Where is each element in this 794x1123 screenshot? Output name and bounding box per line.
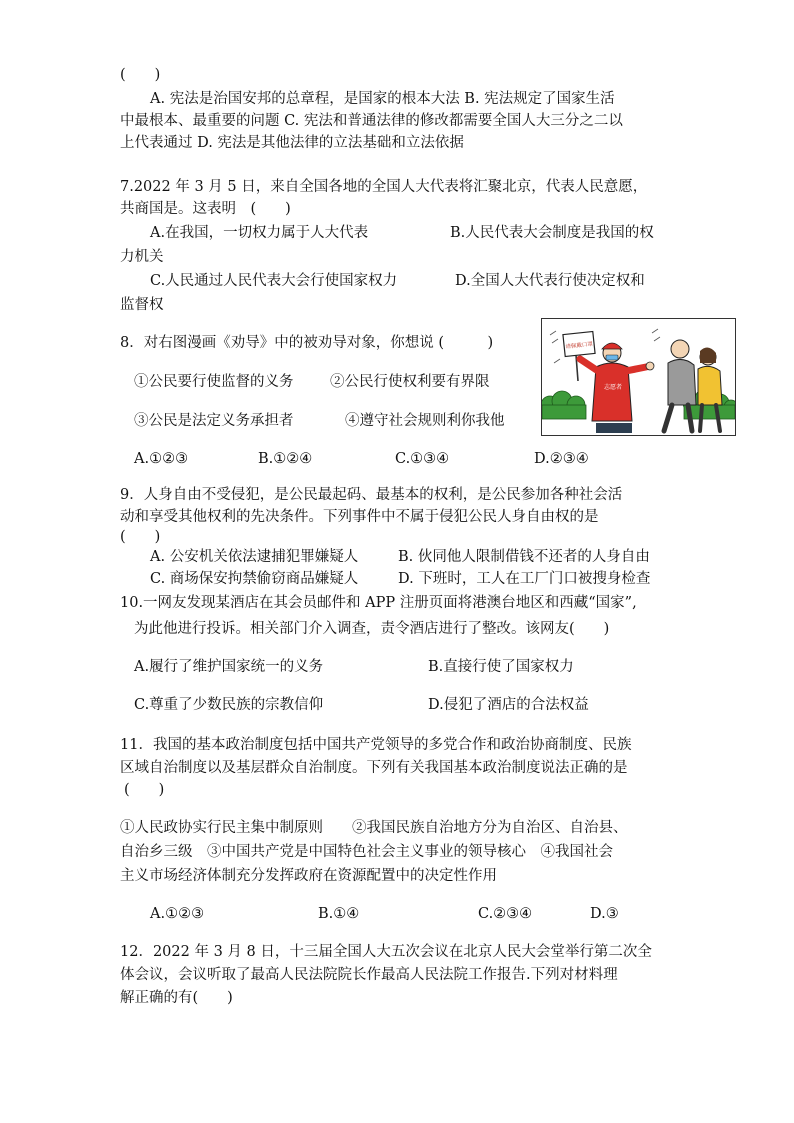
sign-text: 请佩戴口罩 — [565, 341, 594, 351]
q10-option-b: B.直接行使了国家权力 — [428, 659, 574, 675]
q9-bracket: ( ) — [120, 529, 161, 545]
q8-item-3: ③公民是法定义务承担者 — [134, 413, 294, 429]
q7-option-b-cont: 力机关 — [120, 249, 164, 265]
q11-items-line3: 主义市场经济体制充分发挥政府在资源配置中的决定性作用 — [120, 868, 497, 884]
q6-options-line2: 中最根本、最重要的问题 C. 宪法和普通法律的修改都需要全国人大三分之二以 — [120, 113, 623, 129]
q12-stem-line1: 12．2022 年 3 月 8 日，十三届全国人大五次会议在北京人民大会堂举行第二次全 — [120, 944, 652, 960]
pedestrian-man-figure — [664, 340, 696, 431]
q8-option-b: B.①②④ — [258, 451, 313, 467]
q8-option-d: D.②③④ — [534, 451, 589, 467]
q6-bracket: ( ) — [120, 67, 161, 83]
q11-items-line2: 自治乡三级 ③中国共产党是中国特色社会主义事业的领导核心 ④我国社会 — [120, 844, 613, 860]
q9-option-d: D. 下班时，工人在工厂门口被搜身检查 — [398, 571, 651, 587]
q12-stem-line2: 体会议，会议听取了最高人民法院院长作最高人民法院工作报告.下列对材料理 — [120, 967, 618, 983]
q11-items-line1: ①人民政协实行民主集中制原则 ②我国民族自治地方分为自治区、自治县、 — [120, 820, 628, 836]
q11-option-b: B.①④ — [318, 906, 360, 922]
q12-stem-line3: 解正确的有( ) — [120, 990, 233, 1006]
q7-option-d: D.全国人大代表行使决定权和 — [455, 273, 645, 289]
q7-stem-line1: 7.2022 年 3 月 5 日，来自全国各地的全国人大代表将汇聚北京，代表人民意愿， — [120, 179, 648, 195]
q11-option-c: C.②③④ — [478, 906, 533, 922]
q10-option-a: A.履行了维护国家统一的义务 — [134, 659, 324, 675]
q7-option-a: A.在我国，一切权力属于人大代表 — [150, 225, 369, 241]
q9-stem-line2: 动和享受其他权利的先决条件。下列事件中不属于侵犯公民人身自由权的是 — [120, 509, 599, 525]
q6-options-line1: A. 宪法是治国安邦的总章程，是国家的根本大法 B. 宪法规定了国家生活 — [150, 91, 615, 107]
q11-stem-line1: 11．我国的基本政治制度包括中国共产党领导的多党合作和政治协商制度、民族 — [120, 737, 632, 753]
q10-stem-line2: 为此他进行投诉。相关部门介入调查，责令酒店进行了整改。该网友( ) — [134, 621, 610, 637]
q8-item-4: ④遵守社会规则利你我他 — [345, 413, 505, 429]
q11-option-a: A.①②③ — [150, 906, 205, 922]
q7-option-c: C.人民通过人民代表大会行使国家权力 — [150, 273, 398, 289]
q10-option-c: C.尊重了少数民族的宗教信仰 — [134, 697, 324, 713]
q6-options-line3: 上代表通过 D. 宪法是其他法律的立法基础和立法依据 — [120, 135, 464, 151]
q8-stem: 8．对右图漫画《劝导》中的被劝导对象，你想说 ( ) — [120, 335, 494, 351]
q10-stem-line1: 10.一网友发现某酒店在其会员邮件和 APP 注册页面将港澳台地区和西藏“国家”, — [120, 595, 637, 611]
q10-option-d: D.侵犯了酒店的合法权益 — [428, 697, 589, 713]
q7-option-b: B.人民代表大会制度是我国的权 — [450, 225, 654, 241]
q9-stem-line1: 9．人身自由不受侵犯，是公民最起码、最基本的权利，是公民参加各种社会活 — [120, 487, 623, 503]
q7-stem-line2: 共商国是。这表明 ( ) — [120, 201, 291, 217]
volunteer-badge-text: 志愿者 — [603, 384, 623, 391]
q9-option-b: B. 伙同他人限制借钱不还者的人身自由 — [398, 549, 650, 565]
q7-option-d-cont: 监督权 — [120, 297, 164, 313]
q11-bracket: ( ) — [124, 782, 165, 798]
q9-option-a: A. 公安机关依法逮捕犯罪嫌疑人 — [150, 549, 359, 565]
q8-item-2: ②公民行使权利要有界限 — [330, 374, 490, 390]
q9-option-c: C. 商场保安拘禁偷窃商品嫌疑人 — [150, 571, 359, 587]
q8-option-a: A.①②③ — [134, 451, 189, 467]
q8-cartoon-illustration — [541, 318, 736, 436]
q11-option-d: D.③ — [590, 906, 619, 922]
q8-item-1: ①公民要行使监督的义务 — [134, 374, 294, 390]
q8-option-c: C.①③④ — [395, 451, 450, 467]
q11-stem-line2: 区域自治制度以及基层群众自治制度。下列有关我国基本政治制度说法正确的是 — [120, 760, 628, 776]
